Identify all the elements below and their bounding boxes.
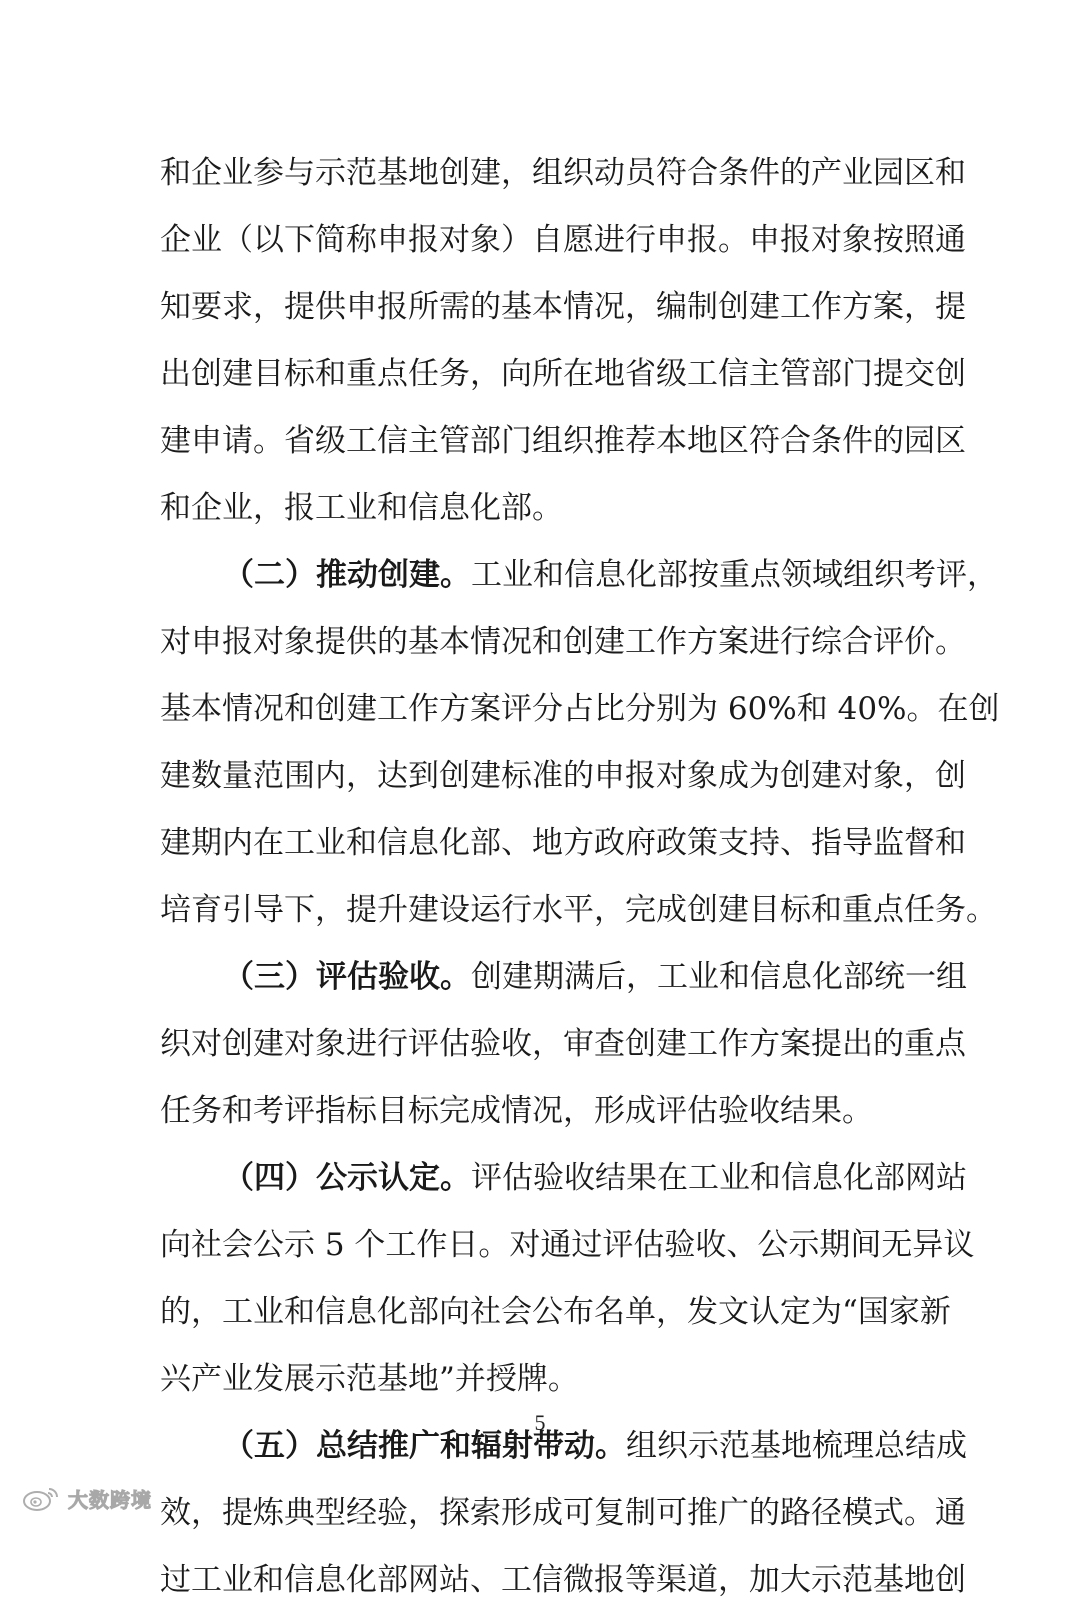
section-first-line [160, 944, 967, 1011]
section-text: 组织示范基地梳理总结成 [626, 1428, 967, 1464]
paragraph-line: 对申报对象提供的基本情况和创建工作方案进行综合评价。 [160, 624, 966, 660]
section-heading: （四）公示认定。 [223, 1160, 471, 1196]
paragraph-line: 织对创建对象进行评估验收，审查创建工作方案提出的重点 [160, 1026, 966, 1062]
paragraph-line: 向社会公示 5 个工作日。对通过评估验收、公示期间无异议 [160, 1227, 975, 1263]
document-body [160, 140, 1000, 1614]
page-number: 5 [534, 1410, 546, 1435]
paragraph-line: 兴产业发展示范基地”并授牌。 [160, 1361, 579, 1397]
section-heading: （五）总结推广和辐射带动。 [223, 1428, 626, 1464]
paragraph-line: 任务和考评指标目标完成情况，形成评估验收结果。 [160, 1093, 873, 1129]
weibo-logo-icon [22, 1485, 60, 1511]
watermark [22, 1482, 152, 1514]
paragraph-line: 过工业和信息化部网站、工信微报等渠道，加大示范基地创 [160, 1562, 966, 1598]
watermark-text: 大数跨境 [68, 1487, 152, 1512]
section-first-line [160, 542, 998, 609]
paragraph-line: 建期内在工业和信息化部、地方政府政策支持、指导监督和 [160, 825, 966, 861]
paragraph-line: 基本情况和创建工作方案评分占比分别为 60%和 40%。在创 [160, 691, 1000, 727]
paragraph-line: 企业（以下简称申报对象）自愿进行申报。申报对象按照通 [160, 222, 966, 258]
paragraph-line: 和企业参与示范基地创建，组织动员符合条件的产业园区和 [160, 155, 966, 191]
section-text: 评估验收结果在工业和信息化部网站 [471, 1160, 967, 1196]
section-first-line [160, 1145, 967, 1212]
paragraph-line: 的，工业和信息化部向社会公布名单，发文认定为“国家新 [160, 1294, 951, 1330]
paragraph-line: 培育引导下，提升建设运行水平，完成创建目标和重点任务。 [160, 892, 997, 928]
paragraph-line: 建数量范围内，达到创建标准的申报对象成为创建对象，创 [160, 758, 966, 794]
paragraph-line: 和企业，报工业和信息化部。 [160, 490, 563, 526]
paragraph-line: 出创建目标和重点任务，向所在地省级工信主管部门提交创 [160, 356, 966, 392]
paragraph-line: 知要求，提供申报所需的基本情况，编制创建工作方案，提 [160, 289, 966, 325]
paragraph-line: 建申请。省级工信主管部门组织推荐本地区符合条件的园区 [160, 423, 966, 459]
section-heading: （二）推动创建。 [223, 557, 471, 593]
section-text: 创建期满后，工业和信息化部统一组 [471, 959, 967, 995]
paragraph-line: 效，提炼典型经验，探索形成可复制可推广的路径模式。通 [160, 1495, 966, 1531]
section-text: 工业和信息化部按重点领域组织考评， [471, 557, 998, 593]
section-heading: （三）评估验收。 [223, 959, 471, 995]
